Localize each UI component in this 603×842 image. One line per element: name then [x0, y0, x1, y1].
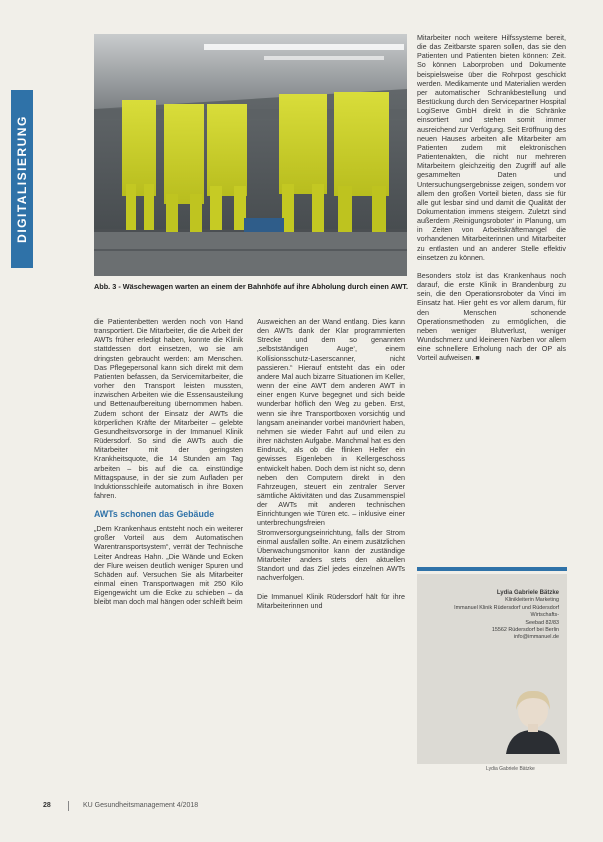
author-email: info@immanuel.de — [513, 634, 559, 641]
laundry-carts-illustration — [94, 34, 407, 276]
publication-name: KU Gesundheitsmanagement 4/2018 — [83, 802, 199, 809]
text-column-1 — [94, 317, 243, 787]
author-city: 15562 Rüdersdorf bei Berlin — [491, 627, 559, 634]
subheading: AWTs schonen das Gebäude — [94, 509, 215, 520]
author-divider — [417, 567, 567, 571]
text-column-3 — [417, 33, 566, 558]
section-tab-label: DIGITALISIERUNG — [15, 115, 29, 243]
page-number: 28 — [43, 802, 51, 809]
author-name: Lydia Gabriele Bätzke — [496, 590, 559, 596]
photo-caption: Abb. 3 - Wäschewagen warten an einem der Bahnhöfe auf ihre Abholung durch einen AWT. — [94, 282, 409, 291]
photo-credit: Lydia Gabriele Bätzke — [486, 766, 535, 772]
author-dept: Wirtschafts- — [530, 612, 559, 619]
article-photo — [94, 34, 407, 276]
section-tab — [11, 90, 33, 268]
author-portrait — [502, 684, 564, 754]
paragraph: „Dem Krankenhaus entsteht noch ein weiterer großer Vorteil aus dem Automatischen Warentransportsystem“, verrät der Technische Leiter Andreas Hahn. „Die Wände und Ecken der Flure weisen deutlich weniger Spuren und Schäden auf. Versuchen Sie als Mitarbeiter einmal einen Transportwagen mit 250 Kilo Eigengewicht um die Ecke zu schieben – da bleibt man doch mal hängen oder schleift beim — [94, 524, 243, 607]
footer-divider — [68, 801, 69, 811]
paragraph: die Patientenbetten werden noch von Hand transportiert. Die Mitarbeiter, die die Arbeit der AWTs früher erledigt haben, konnte die Klinik stattdessen dort einsetzen, wo sie am dringsten gebraucht werden: am Menschen. Das Pflegepersonal kann sich direkt mit dem Patienten befassen, da Servicemitarbeiter, die vorher den Transport leisten mussten, inzwischen Arbeiten wie die Essensausteilung und Bettenaufbereitung übernommen haben. Zudem schont der Einsatz der AWTs die körperlichen Kräfte der Mitarbeiter – gelebte Gesundheitsvorsorge in der Immanuel Klinik Rüdersdorf. So sind die AWTs auch die Mitarbeiter mit der geringsten Krankheitsquote, die 14 Stunden am Tag arbeiten – bis auf die ca. einstündige Mittagspause, in der sie zum Aufladen per Induktionsschleife automatisch in ihre Boxen fahren. — [94, 317, 243, 500]
author-info — [429, 590, 559, 642]
author-role: Klinikleiterin Marketing — [505, 597, 559, 604]
paragraph: Ausweichen an der Wand entlang. Dies kann den AWTs dank der Klar programmierten Strecke und dem so genannten ‚selbstständigen Auge‘, einem Kollisionsschutz-Laserscanner, nicht passieren.“ Hierauf entsteht das ein oder andere Mal auch bizarre Situationen im Keller, wenn der eine AWT dem anderen AWT in einer engen Kurve begegnet und sich beide wunderbar höflich den Weg zu geben. Erst, wenn sie ihre Transportboxen vorsichtig und langsam aneinander vorbei manövriert haben, nehmen sie wieder Fahrt auf und eilen zu ihrer nächsten Aufgabe. Manchmal hat es den Eindruck, als ob die flinken Helfer ein gewisses Eigenleben in Kellergeschoss entwickelt haben. Doch dem ist nicht so, denn neben den Computern direkt in den Fahrzeugen, steuert ein zentraler Server sämtliche Aktivitäten und das Zusammenspiel der AWTs mit anderen technischen Einrichtungen wie Türen etc. – inklusive einer unterbrechungsfreien Stromversorgungseinrichtung, falls der Strom einmal ausfallen sollte. An einem zusätzlichen Überwachungsmonitor kann der zuständige Mitarbeiter anders stets den aktuellen Standort und das Ziel jedes einzelnen AWTs nachverfolgen. — [257, 317, 405, 583]
paragraph: Die Immanuel Klinik Rüdersdorf hält für ihre Mitarbeiterinnen und — [257, 591, 405, 610]
author-address: Seebad 82/83 — [525, 619, 559, 626]
paragraph: Mitarbeiter noch weitere Hilfssysteme bereit, die das Zeitbarste sparen sollen, das sie den Patienten und Patienten bieten können: Zeit. So können Laborproben und Dokumente beispielsweise über die Rohrpost geschickt werden. Medikamente und Materialien werden per automatischer Schrankbestellung und Bestückung durch den Servicepartner Hospital LogiServe GmbH direkt in die Schränke einsortiert und stehen somit immer ausreichend zur Verfügung. Seit Eröffnung des neuen Hauses arbeiten alle Mitarbeiter am Patienten zudem mit elektronischen Patientenakten, die nicht nur mehreren Mitarbeitern gleichzeitig den Zugriff auf alle gesammelten Daten und Untersuchungsergebnisse zeigen, sondern vor allem den großen Vorteil bieten, dass sie für alle gut lesbar sind und damit die Qualität der Dokumentation immens steigern. Zuletzt sind außerdem ‚Reinigungsroboter‘ in Planung, um in Zeiten von Arbeitskräftemangel die vorhandenen Mitarbeiterinnen und Mitarbeiter zu entlasten und an anderer Stelle effektiv einsetzen zu können. — [417, 33, 566, 262]
author-box — [417, 574, 567, 764]
page-footer — [43, 802, 563, 814]
paragraph: Besonders stolz ist das Krankenhaus noch darauf, die erste Klinik in Brandenburg zu sein, die den Operationsroboter da Vinci im Einsatz hat. Hier geht es vor allem darum, für den Menschen schonende Operationsmethoden zu ermöglichen, die neben weniger Blutverlust, weniger Wundschmerz und kleineren Narben vor allem eine schnellere Erholung nach der OP als Vorteil aufweisen. ■ — [417, 270, 566, 363]
author-org: Immanuel Klinik Rüdersdorf und Rüdersdorf — [454, 604, 559, 611]
text-column-2 — [257, 317, 405, 787]
